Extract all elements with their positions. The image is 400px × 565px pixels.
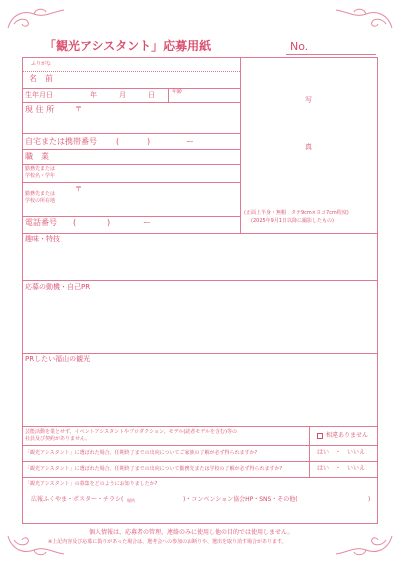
q4-text: 「観光アシスタント」の募集をどのようにお知りましたか?	[25, 481, 158, 487]
q4-options-small: 場所	[127, 498, 135, 503]
furigana-label: ふりがな	[31, 61, 52, 67]
phone-label: 電話番号	[25, 218, 57, 227]
q1-answer: 相違ありません	[326, 432, 369, 439]
name-label: 名 前	[29, 74, 53, 83]
workplace-addr-label-1: 勤務先または	[25, 191, 56, 197]
address-label: 現 住 所	[25, 105, 55, 114]
q4-options-1: 広報ふくやま・ポスター・チラシ(	[31, 496, 124, 503]
privacy-note: 個人情報は、応募者の管理、連絡のみに使用し他の目的では使用しません。	[89, 529, 294, 536]
corner-ornament-bottom-right	[326, 530, 396, 560]
phone-home-label: 自宅または携帯番号	[25, 137, 97, 146]
age-label: 年齢	[172, 89, 183, 95]
birth-label: 生年月日	[25, 91, 53, 99]
motivation-label: 応募の動機・自己PR	[25, 283, 91, 291]
application-form: ふりがな 名 前 生年月日 年 月 日 年齢 現 住 所 〒 自宅または携帯番号 ( ) ー 職 業 勤務先または 学校名・学年 勤務先または 学校の所在地 〒 電話番号 ( ) ー 写 真 (正面上半身・無帽 タテ9cm×ヨコ7cm程度) (2025年9月1日以降に撮影したもの) 趣味・特技 応募の動機・自己PR PRしたい福山の観光 芸能活動を業とせず、イベントアシスタントやプロダクション、モデル(読者モデルを含む)等の 社員及び契約がありません。 相違ありません 「観光アシスタント」に選ばれた場合、任期終了までの出向についてご家族の了解が必ず得られますか? はい ・ いいえ 「観光アシスタント」に選ばれた場合、任期終了までの出向について勤務先または学校の了解が必ず得られますか? はい ・ いいえ 「観光アシスタント」の募集をどのようにお知りましたか? 広報ふくやま・ポスター・チラシ( 場所 )・コンベンション協会HP・SNS・その他( )	[22, 57, 378, 524]
corner-ornament-top-right	[326, 4, 396, 34]
photo-label-1: 写	[305, 96, 312, 104]
photo-note-1: (正面上半身・無帽 タテ9cm×ヨコ7cm程度)	[244, 210, 349, 216]
q4-options-2: )・コンベンション協会HP・SNS・その他(	[183, 496, 298, 503]
q2-text: 「観光アシスタント」に選ばれた場合、任期終了までの出向についてご家族の了解が必ず得られますか?	[25, 450, 258, 456]
form-title: 「観光アシスタント」応募用紙	[44, 39, 212, 53]
corner-ornament-bottom-left	[4, 530, 74, 560]
occupation-label: 職 業	[25, 152, 49, 161]
q2-answer[interactable]: はい ・ いいえ	[317, 449, 366, 456]
photo-label-2: 真	[305, 143, 312, 151]
disclaimer-note: ※上記内容及び応募に偽りがあった場合は、選考会への参加のお断りや、選出を取り消す場合があります。	[48, 539, 287, 545]
q1-text-2: 社員及び契約がありません。	[25, 436, 91, 442]
photo-divider	[240, 58, 241, 233]
q4-options-3: )	[368, 496, 371, 503]
corner-ornament-top-left	[4, 4, 74, 34]
hobby-label: 趣味・特技	[25, 235, 60, 243]
q1-text-1: 芸能活動を業とせず、イベントアシスタントやプロダクション、モデル(読者モデルを含む)等の	[25, 429, 238, 435]
workplace-addr-label-2: 学校の所在地	[25, 198, 56, 204]
photo-note-2: (2025年9月1日以降に撮影したもの)	[251, 218, 334, 224]
q1-checkbox[interactable]	[317, 433, 323, 439]
workplace-label-1: 勤務先または	[25, 166, 56, 172]
q3-text: 「観光アシスタント」に選ばれた場合、任期終了までの出向について勤務先または学校の了解が必ず得られますか?	[25, 466, 283, 472]
pr-label: PRしたい福山の観光	[25, 355, 91, 363]
postal-mark: 〒	[75, 105, 82, 113]
workplace-label-2: 学校名・学年	[25, 173, 56, 179]
q3-answer[interactable]: はい ・ いいえ	[317, 465, 366, 472]
number-underline	[286, 54, 376, 55]
number-label: No.	[290, 40, 309, 53]
